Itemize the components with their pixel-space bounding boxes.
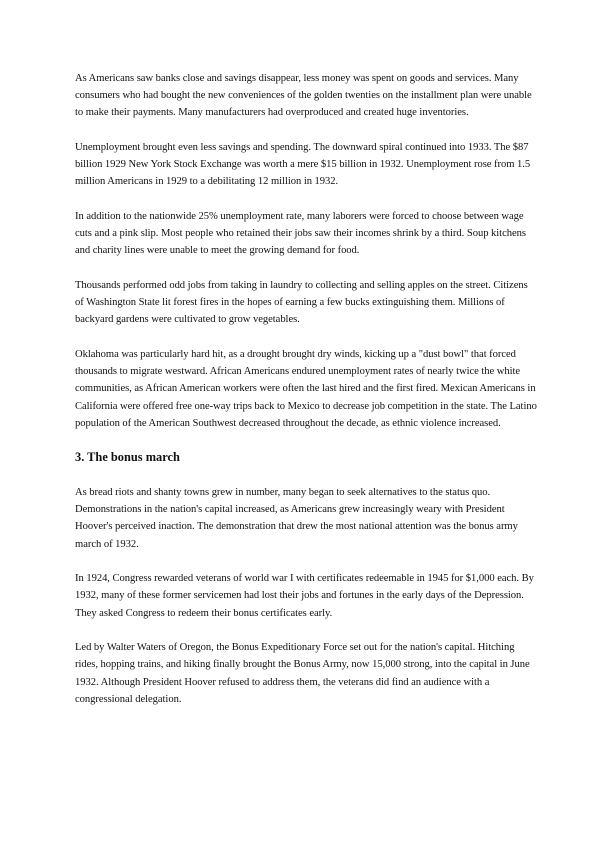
paragraph-bread-riots: As bread riots and shanty towns grew in number, many began to seek alternatives to the status quo. Demonstrations in the nation's capital increased, as Americans grew increasingly weary with President Hoover's perceived inaction. The demonstration that drew the most national attention was the bonus army march of 1932. (75, 487, 518, 550)
paragraph-dust-bowl: Oklahoma was particularly hard hit, as a drought brought dry winds, kicking up a "dust bowl" that forced thousands to migrate westward. African Americans endured unemployment rates of nearly twice the white communities, as African American workers were often the last hired and the first fired. Mexican Americans in California were offered free one-way trips back to Mexico to decrease job competition in the state. The Latino population of the American Southwest decreased throughout the decade, as ethnic violence increased. (75, 349, 537, 429)
paragraph-veterans-certificates: In 1924, Congress rewarded veterans of world war I with certificates redeemable in 1945 for $1,000 each. By 1932, many of these former servicemen had lost their jobs and fortunes in the early days of the Depression. They asked Congress to redeem their bonus certificates early. (75, 573, 534, 619)
paragraph-unemployment: Unemployment brought even less savings and spending. The downward spiral continued into 1933. The $87 billion 1929 New York Stock Exchange was worth a mere $15 billion in 1932. Unemployment rose from 1.5 million Americans in 1929 to a debilitating 12 million in 1932. (75, 142, 531, 188)
document-page (75, 70, 537, 725)
paragraph-odd-jobs: Thousands performed odd jobs from taking in laundry to collecting and selling apples on the street. Citizens of Washington State lit forest fires in the hopes of earning a few bucks extinguishing them. Millions of backyard gardens were cultivated to grow vegetables. (75, 280, 528, 326)
paragraph-bonus-army: Led by Walter Waters of Oregon, the Bonus Expeditionary Force set out for the nation's capital. Hitching rides, hopping trains, and hiking finally brought the Bonus Army, now 15,000 strong, into the capital in June 1932. Although President Hoover refused to address them, the veterans did find an audience with a congressional delegation. (75, 642, 530, 705)
section-heading-bonus-march: 3. The bonus march (75, 450, 180, 465)
paragraph-wage-cuts: In addition to the nationwide 25% unemployment rate, many laborers were forced to choose between wage cuts and a pink slip. Most people who retained their jobs saw their incomes shrink by a third. Soup kitchens and charity lines were unable to meet the growing demand for food. (75, 211, 526, 257)
paragraph-spending-decline: As Americans saw banks close and savings disappear, less money was spent on goods and services. Many consumers who had bought the new conveniences of the golden twenties on the installment plan were unable to make their payments. Many manufacturers had overproduced and created huge inventories. (75, 73, 532, 119)
